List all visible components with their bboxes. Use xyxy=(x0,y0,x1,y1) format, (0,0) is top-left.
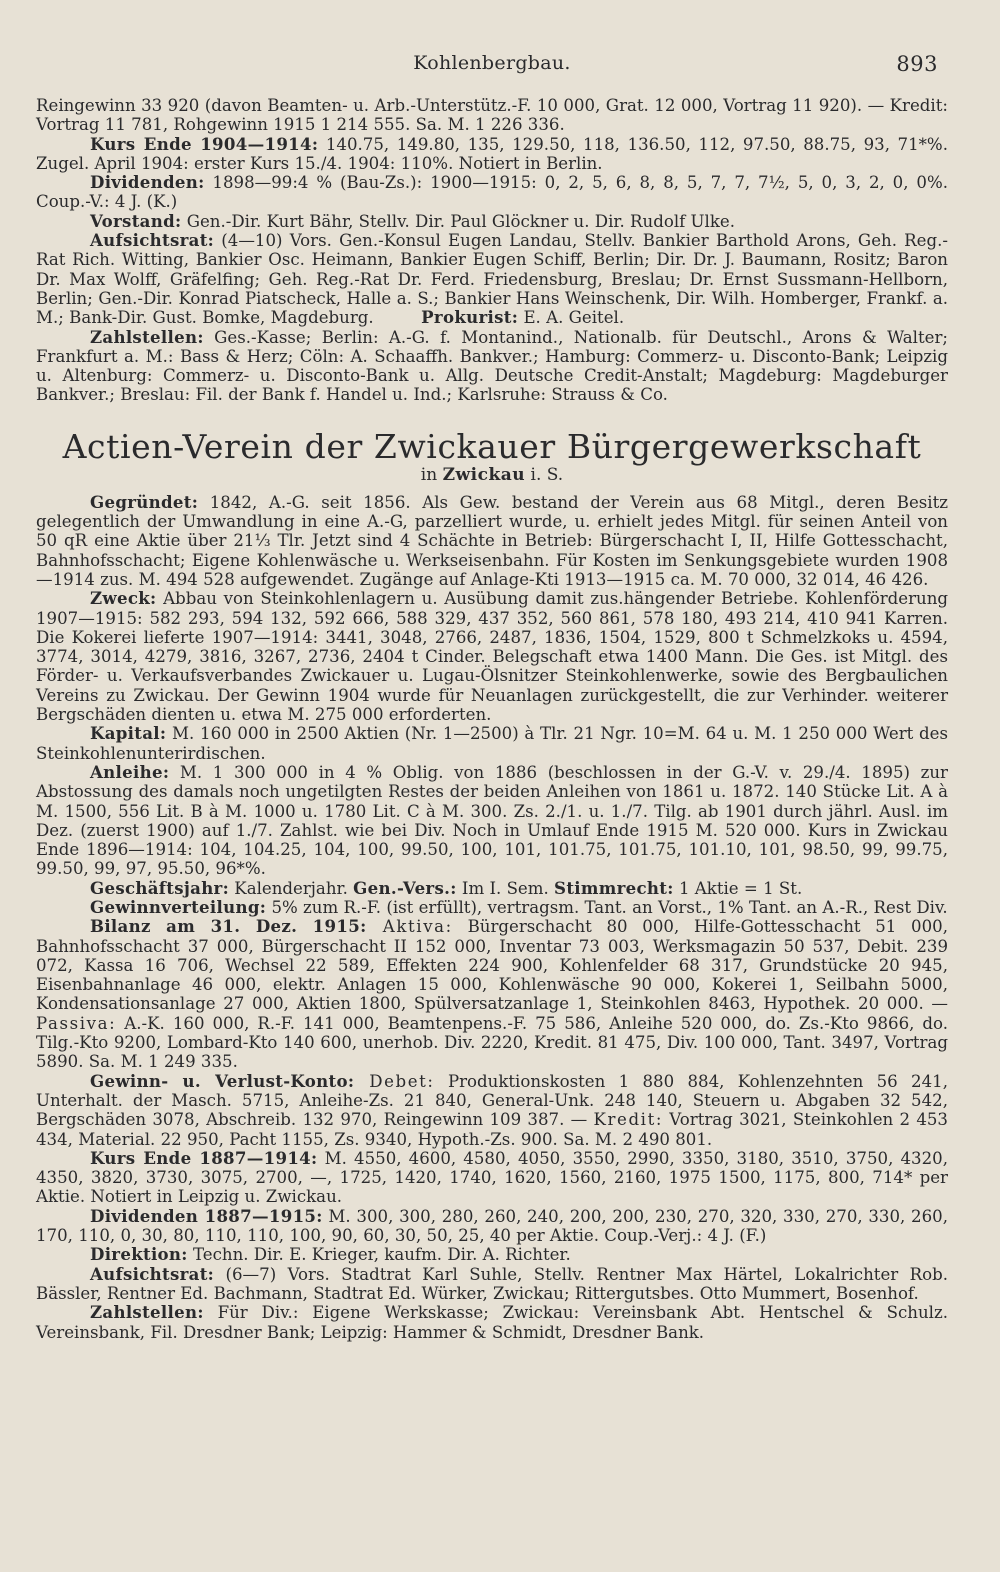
section-gegruendet xyxy=(36,493,948,589)
page-body xyxy=(36,96,948,1342)
company-location xyxy=(36,465,948,485)
zahlstellen-text: Für Div.: Eigene Werkskasse; Zwickau: Vereinsbank Abt. Hentschel & Schulz. Vereinsbank, Fil. Dresdner Bank; Leipzig: Hammer & Schmidt, Dresdner Bank. xyxy=(36,1303,948,1342)
gewinn-text: 5% zum R.-F. (ist erfüllt), vertragsm. Tant. an Vorst., 1% Tant. an A.-R., Rest Div. xyxy=(266,897,948,917)
section-kurs xyxy=(36,1149,948,1207)
kurs-text: M. 4550, 4600, 4580, 4050, 3550, 2990, 3350, 3180, 3510, 3750, 4320, 4350, 3820, 3730, 3075, 2700, —, 1725, 1420, 1740, 1620, 1560, 2160, 1975 1500, 1175, 800, 714* per Aktie. Notiert in Leipzig u. Zwickau. xyxy=(36,1148,948,1207)
guv-kredit-label: Kredit: xyxy=(593,1110,664,1130)
prev-prokurist-label: Prokurist: xyxy=(421,307,519,328)
gv-label: Gen.-Vers.: xyxy=(353,877,457,898)
gv-text: Im I. Sem. xyxy=(456,878,555,898)
bilanz-label: Bilanz am 31. Dez. 1915: xyxy=(90,916,367,937)
gewinn-label: Gewinnverteilung: xyxy=(90,896,267,917)
bilanz-passiva-text: A.-K. 160 000, R.-F. 141 000, Beamtenpens.-F. 75 586, Anleihe 520 000, do. Zs.-Kto 9866, do. Tilg.-Kto 9200, Lombard-Kto 140 600, unerhob. Div. 2220, Kredit. 81 475, Div. 100 000, Tant. 3497, Vortrag 5890. Sa. M. 1 249 335. xyxy=(36,1013,948,1072)
guv-kredit-text: Vortrag 3021, Steinkohlen 2 453 434, Material. 22 950, Pacht 1155, Zs. 9340, Hypoth.-Zs. 900. Sa. M. 2 490 801. xyxy=(36,1110,948,1149)
dividenden-text: M. 300, 300, 280, 260, 240, 200, 200, 230, 270, 320, 330, 270, 330, 260, 170, 110, 0, 30, 80, 110, 110, 100, 90, 60, 30, 50, 25, 40 per Aktie. Coup.-Verj.: 4 J. (F.) xyxy=(36,1206,948,1246)
gegruendet-label: Gegründet: xyxy=(90,491,199,512)
section-gewinnverteilung xyxy=(36,898,948,917)
direktion-text: Techn. Dir. E. Krieger, kaufm. Dir. A. Richter. xyxy=(187,1245,571,1265)
gegruendet-text: 1842, A.-G. seit 1856. Als Gew. bestand der Verein aus 68 Mitgl., deren Besitz gelegentlich der Umwandlung in eine A.-G, parzelliert wurde, u. erhielt jedes Mitgl. für seinen Anteil von 50 qR eine Aktie über 21⅓ Tlr. Jetzt sind 4 Schächte in Betrieb: Bürgerschacht I, II, Hilfe Gottesschacht, Bahnhofsschacht; Eigene Kohlenwäsche u. Werkseisenbahn. Für Kosten im Senkungsgebiete wurden 1908—1914 zus. M. 494 528 aufgewendet. Zugänge auf Anlage-Kti 1913—1915 ca. M. 70 000, 32 014, 46 426. xyxy=(36,492,948,589)
kurs-label: Kurs Ende 1887—1914: xyxy=(90,1147,318,1168)
company-loc-prefix: in xyxy=(420,464,443,485)
anleihe-text: M. 1 300 000 in 4 % Oblig. von 1886 (beschlossen in der G.-V. v. 29./4. 1895) zur Abstossung des damals noch ungetilgten Restes der beiden Anleihen von 1861 u. 1872. 140 Stücke Lit. A à M. 1500, 556 Lit. B à M. 1000 u. 1780 Lit. C à M. 300. Zs. 2./1. u. 1./7. Tilg. ab 1901 durch jährl. Ausl. im Dez. (zuerst 1900) auf 1./7. Zahlst. wie bei Div. Noch in Umlauf Ende 1915 M. 520 000. Kurs in Zwickau Ende 1896—1914: 104, 104.25, 104, 100, 99.50, 100, 101, 101.75, 101.75, 101.10, 101, 98.50, 99, 99.75, 99.50, 99, 97, 95.50, 96*%. xyxy=(36,762,948,879)
prev-aufsichtsrat-label: Aufsichtsrat: xyxy=(90,230,215,251)
dividenden-label: Dividenden 1887—1915: xyxy=(90,1205,323,1226)
company-loc-city: Zwickau xyxy=(442,464,526,485)
direktion-label: Direktion: xyxy=(90,1244,188,1265)
prev-vorstand-label: Vorstand: xyxy=(90,210,182,231)
page-number: 893 xyxy=(896,52,938,76)
prev-kurs-text: 140.75, 149.80, 135, 129.50, 118, 136.50, 112, 97.50, 88.75, 93, 71*%. Zugel. April 1904: erster Kurs 15./4. 1904: 110%. Notiert in Berlin. xyxy=(36,134,948,173)
gj-text: Kalenderjahr. xyxy=(229,878,354,898)
prev-kurs-label: Kurs Ende 1904—1914: xyxy=(90,133,319,154)
section-dividenden xyxy=(36,1207,948,1246)
prev-aufsichtsrat xyxy=(36,231,948,327)
section-aufsichtsrat xyxy=(36,1265,948,1304)
prev-div-text: 1898—99:4 % (Bau-Zs.): 1900—1915: 0, 2, 5, 6, 8, 8, 5, 7, 7, 7½, 5, 0, 3, 2, 0, 0%. Coup.-V.: 4 J. (K.) xyxy=(36,173,948,212)
prev-dividenden xyxy=(36,173,948,212)
bilanz-passiva-label: Passiva: xyxy=(36,1013,117,1033)
prev-zahlstellen xyxy=(36,328,948,405)
section-geschaeftsjahr xyxy=(36,879,948,898)
prev-aufsichtsrat-text: (4—10) Vors. Gen.-Konsul Eugen Landau, Stellv. Bankier Barthold Arons, Geh. Reg.-Rat Rich. Witting, Bankier Osc. Heimann, Bankier Eugen Schiff, Berlin; Dir. Dr. J. Baumann, Rositz; Baron Dr. Max Wolff, Gräfelfing; Geh. Reg.-Rat Dr. Ferd. Friedensburg, Breslau; Dr. Ernst Sussmann-Hellborn, Berlin; Gen.-Dir. Konrad Piatscheck, Halle a. S.; Bankier Hans Weinschenk, Dir. Wilh. Homberger, Frankf. a. M.; Bank-Dir. Gust. Bomke, Magdeburg. xyxy=(36,231,948,328)
stimmrecht-label: Stimmrecht: xyxy=(554,877,674,898)
prev-prokurist-text: E. A. Geitel. xyxy=(518,308,625,328)
company-title: Actien-Verein der Zwickauer Bürgergewerkschaft xyxy=(62,426,922,466)
aufsichtsrat-label: Aufsichtsrat: xyxy=(90,1263,215,1284)
stimmrecht-text: 1 Aktie = 1 St. xyxy=(673,878,803,898)
bilanz-aktiva-label: Aktiva: xyxy=(366,917,453,937)
section-bilanz xyxy=(36,917,948,1071)
guv-label: Gewinn- u. Verlust-Konto: xyxy=(90,1070,355,1091)
gj-label: Geschäftsjahr: xyxy=(90,877,230,898)
prev-zahlstellen-label: Zahlstellen: xyxy=(90,326,204,347)
zweck-text: Abbau von Steinkohlenlagern u. Ausübung damit zus.hängender Betriebe. Kohlenförderung 1907—1915: 582 293, 594 132, 592 666, 588 329, 437 352, 560 861, 578 180, 493 214, 410 941 Karren. Die Kokerei lieferte 1907—1914: 3441, 3048, 2766, 2487, 1836, 1504, 1529, 800 t Schmelzkoks u. 4594, 3774, 3014, 4279, 3816, 3267, 2736, 2404 t Cinder. Belegschaft etwa 1400 Mann. Die Ges. ist Mitgl. des Förder- u. Verkaufsverbandes Zwickauer u. Lugau-Ölsnitzer Steinkohlenwerke, sowie des Bergbaulichen Vereins zu Zwickau. Der Gewinn 1904 wurde für Neuanlagen zurückgestellt, die zur Verhinder. weiterer Bergschäden dienten u. etwa M. 275 000 erforderten. xyxy=(36,589,948,725)
guv-debet-label: Debet: xyxy=(354,1071,435,1091)
zahlstellen-label: Zahlstellen: xyxy=(90,1302,204,1323)
prev-vorstand-text: Gen.-Dir. Kurt Bähr, Stellv. Dir. Paul Glöckner u. Dir. Rudolf Ulke. xyxy=(181,211,735,231)
zweck-label: Zweck: xyxy=(90,588,157,609)
section-zahlstellen xyxy=(36,1303,948,1342)
prev-vorstand xyxy=(36,212,948,231)
prev-kurs xyxy=(36,135,948,174)
running-title: Kohlenbergbau. xyxy=(413,52,571,74)
prev-zahlstellen-text: Ges.-Kasse; Berlin: A.-G. f. Montanind., Nationalb. für Deutschl., Arons & Walter; Frankfurt a. M.: Bass & Herz; Cöln: A. Schaaffh. Bankver.; Hamburg: Commerz- u. Disconto-Bank; Leipzig u. Altenburg: Commerz- u. Disconto-Bank u. Allg. Deutsche Credit-Anstalt; Magdeburg: Magdeburger Bankver.; Breslau: Fil. der Bank f. Handel u. Ind.; Karlsruhe: Strauss & Co. xyxy=(36,327,948,405)
prev-div-label: Dividenden: xyxy=(90,172,205,193)
section-zweck xyxy=(36,589,948,724)
guv-debet-text: Produktionskosten 1 880 884, Kohlenzehnten 56 241, Unterhalt. der Masch. 5715, Anleihe-Zs. 21 840, General-Unk. 248 140, Steuern u. Abgaben 32 542, Bergschäden 3078, Abschreib. 132 970, Reingewinn 109 387. — xyxy=(36,1071,948,1130)
section-guv xyxy=(36,1072,948,1149)
section-direktion xyxy=(36,1245,948,1264)
prev-reingewinn-text: Reingewinn 33 920 (davon Beamten- u. Arb.-Unterstütz.-F. 10 000, Grat. 12 000, Vortrag 11 920). — Kredit: Vortrag 11 781, Rohgewinn 1915 1 214 555. Sa. M. 1 226 336. xyxy=(36,96,948,135)
anleihe-label: Anleihe: xyxy=(90,761,170,782)
section-kapital xyxy=(36,724,948,763)
bilanz-aktiva-text: Bürgerschacht 80 000, Hilfe-Gottesschacht 51 000, Bahnhofsschacht 37 000, Bürgerschacht II 152 000, Inventar 73 003, Werksmagazin 50 537, Debit. 239 072, Kassa 16 706, Wechsel 22 589, Effekten 224 900, Kohlenfelder 68 317, Grundstücke 20 945, Eisenbahnanlage 46 000, elektr. Anlagen 15 000, Kohlenwäsche 90 000, Kokerei 1, Seilbahn 5000, Kondensationsanlage 27 000, Aktien 1800, Spülversatzanlage 1, Steinkohlen 8463, Hypothek. 20 000. — xyxy=(36,917,948,1014)
running-header xyxy=(36,52,948,80)
company-loc-suffix: i. S. xyxy=(525,464,564,485)
aufsichtsrat-text: (6—7) Vors. Stadtrat Karl Suhle, Stellv. Rentner Max Härtel, Lokalrichter Rob. Bässler, Rentner Ed. Bachmann, Stadtrat Ed. Würker, Zwickau; Rittergutsbes. Otto Mummert, Bosenhof. xyxy=(36,1264,948,1303)
kapital-label: Kapital: xyxy=(90,723,167,744)
section-anleihe xyxy=(36,763,948,879)
prev-company-reingewinn xyxy=(36,96,948,135)
kapital-text: M. 160 000 in 2500 Aktien (Nr. 1—2500) à Tlr. 21 Ngr. 10=M. 64 u. M. 1 250 000 Wert des Steinkohlenunterirdischen. xyxy=(36,724,948,763)
